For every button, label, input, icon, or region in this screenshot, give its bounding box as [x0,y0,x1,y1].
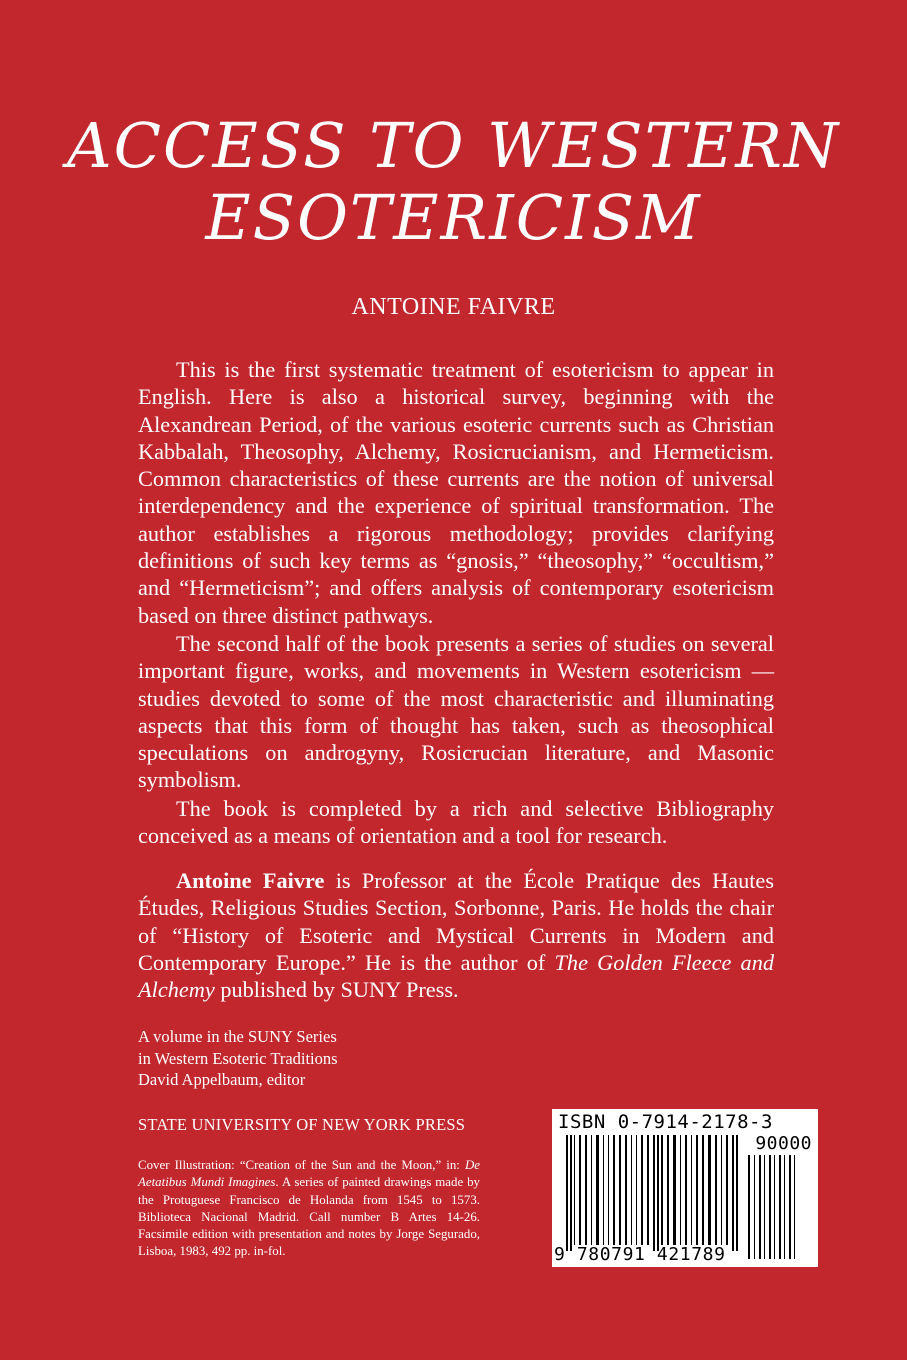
barcode-bar [667,1135,669,1245]
title-line-1: ACCESS TO WESTERN [66,109,841,182]
barcode-bar [636,1135,637,1245]
barcode-bar [641,1135,643,1245]
barcode-bar [702,1135,704,1245]
credit-suffix: . A series of painted drawings made by the Protuguese Francisco de Holanda from 1545 to 1573. Biblioteca Nacional Madrid. Call number B Artes 14-26. Facsimile edition with presentation and notes by Jorge Segurado, Lisboa, 1983, 492 pp. in-fol. [138,1175,480,1259]
author-name: ANTOINE FAIVRE [351,294,556,320]
barcode-bar [566,1135,568,1251]
barcode-bar [789,1155,791,1259]
barcode-bar [708,1135,711,1245]
series-line-2: in Western Esoteric Traditions [138,1048,338,1068]
description-paragraph: This is the first systematic treatment of esotericism to appear in English. Here is also a historical survey, beginning with the Alexandrean Period, of the various esoteric currents such as Christian Kabbalah, Theosophy, Alchemy, Rosicrucianism, and Hermeticism. Common characteristics of these currents are the notion of universal interdependency and the experience of spiritual transformation. The author establishes a rigorous methodology; provides clarifying definitions of such key terms as “gnosis,” “theosophy,” “occultism,” and “Hermeticism”; and offers analysis of contemporary esotericism based on three distinct pathways. [138,357,774,628]
addon-bars-group [748,1155,795,1259]
series-line-1: A volume in the SUNY Series [138,1027,337,1046]
cover-illustration-credit [138,1157,480,1261]
barcode-bar [591,1135,592,1245]
barcode-bar [603,1135,604,1245]
title-line-2: ESOTERICISM [205,181,702,254]
barcode-bar [759,1155,761,1259]
barcode-bar [661,1135,663,1245]
barcode-bar [613,1135,615,1245]
series-line-3: David Appelbaum, editor [138,1070,306,1089]
barcode-bar [647,1135,649,1245]
bio-text: is Professor at the École Pratique des Hautes Études, Religious Studies Section, Sorbonne, Paris. He holds the chair of “History of Esoteric and Mystical Currents in Modern and Contemporary Europe.” He is the author of [138,868,774,975]
bio-author-name: Antoine Faivre [176,868,325,893]
barcode-bar [794,1155,795,1259]
isbn-number: ISBN 0-7914-2178-3 [558,1111,773,1133]
barcode-bar [585,1135,587,1245]
barcode-bar [769,1155,771,1259]
bio-paragraph [138,867,774,1003]
barcode-bar [625,1135,627,1245]
barcode-bar [680,1135,681,1245]
barcode-bar [754,1155,755,1259]
barcode-bar [579,1135,581,1245]
barcode-bar [570,1135,572,1251]
barcode-bar [608,1135,609,1245]
barcode-bar [721,1135,722,1245]
price-code: 90000 [755,1133,812,1154]
barcode-bar [774,1155,775,1259]
barcode-bar [574,1135,575,1245]
barcode-bar [784,1155,785,1259]
credit-prefix: Cover Illustration: “Creation of the Sun and the Moon,” in: [138,1158,465,1172]
barcode-bar [596,1135,599,1245]
bio-book-title: The Golden Fleece and Alchemy [138,949,774,1003]
bio-text-end: published by SUNY Press. [214,977,459,1003]
publisher-name: STATE UNIVERSITY OF NEW YORK PRESS [138,1115,466,1134]
isbn-barcode [552,1109,818,1267]
barcode-bar [726,1135,728,1245]
barcode-bar [619,1135,621,1245]
ean-bars-group [566,1135,738,1251]
barcode-bar [736,1135,738,1251]
barcode-bar [748,1155,750,1259]
description-paragraph: The book is completed by a rich and selective Bibliography conceived as a means of orientation and a tool for research. [138,795,774,849]
barcode-bar [673,1135,676,1245]
book-description [138,356,774,850]
barcode-bar [631,1135,632,1245]
barcode-bar [696,1135,698,1245]
ean-number: 9 780791 421789 [554,1244,726,1265]
barcode-bar [657,1135,659,1251]
credit-work-title: De Aetatibus Mundi Imagines [138,1158,480,1190]
barcode-bar [732,1135,734,1251]
barcode-bar [685,1135,687,1245]
barcode-bar [715,1135,717,1245]
barcode-bar [653,1135,655,1251]
barcode-bar [691,1135,692,1245]
barcode-bar [779,1155,781,1259]
series-info [138,1026,338,1091]
description-paragraph: The second half of the book presents a series of studies on several important figure, works, and movements in Western esotericism — studies devoted to some of the most characteristic and illuminating aspects that this form of thought has taken, such as theosophical speculations on androgyny, Rosicrucian literature, and Masonic symbolism. [138,630,774,793]
author-bio [138,867,774,1003]
barcode-bar [764,1155,765,1259]
